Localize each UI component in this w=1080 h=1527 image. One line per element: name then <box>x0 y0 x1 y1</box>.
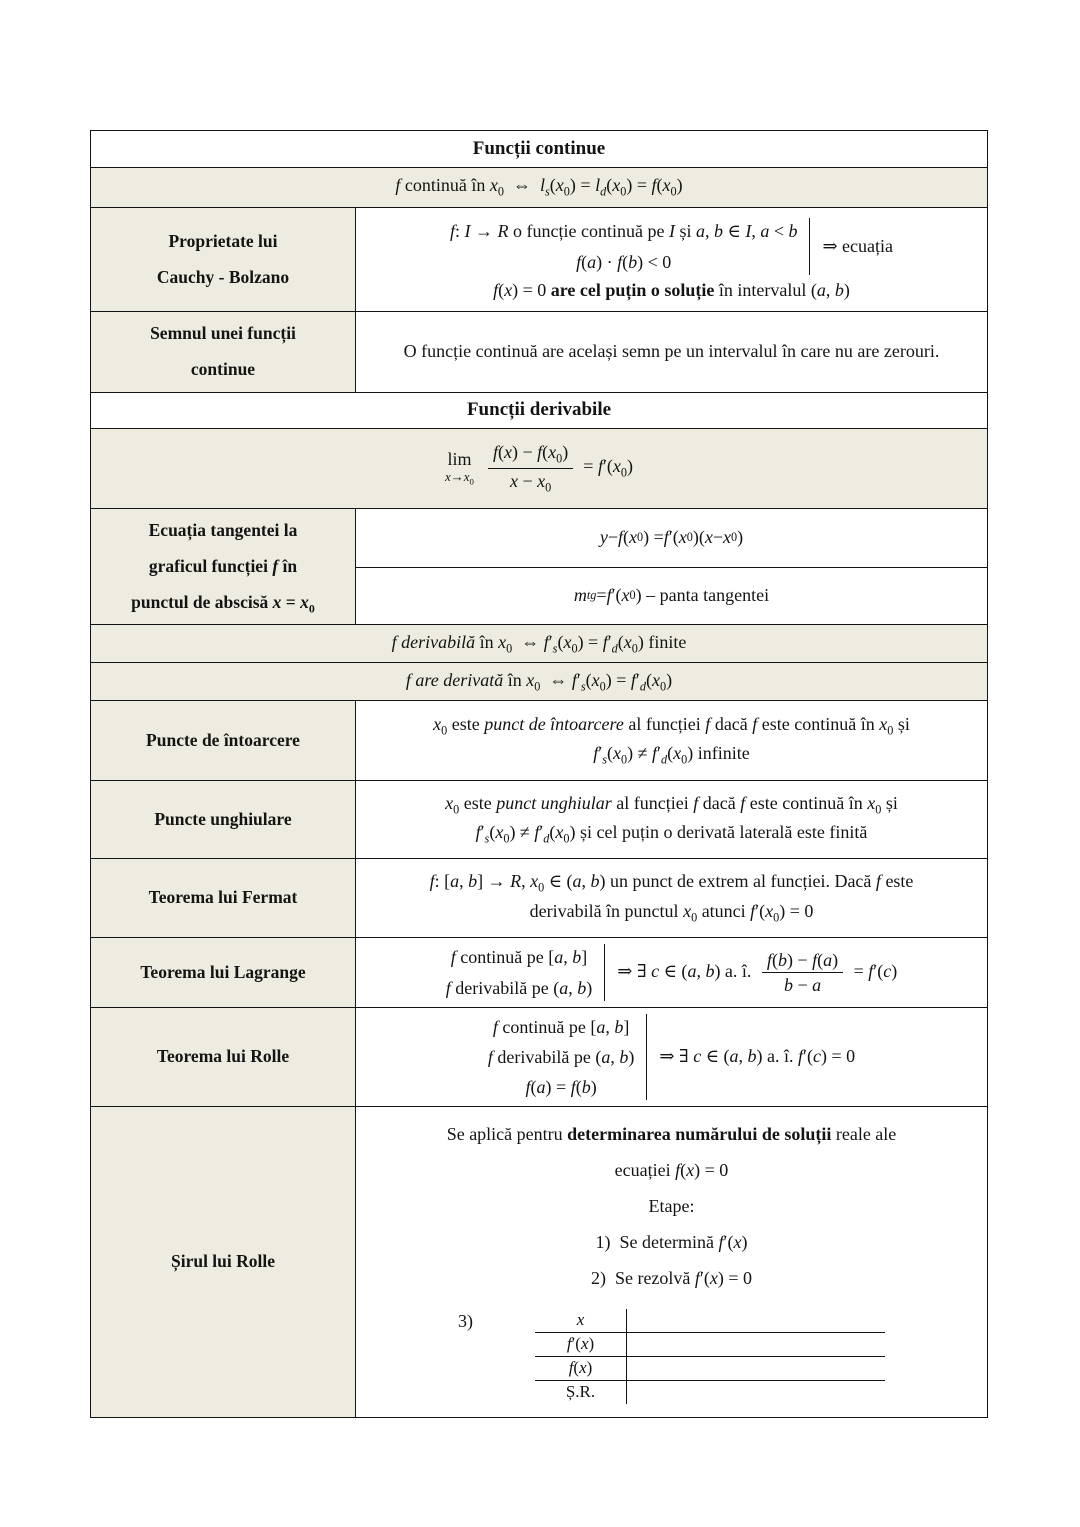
section-title-continue: Funcții continue <box>472 138 606 159</box>
sirul-label-cell <box>91 1107 356 1417</box>
row-puncte-unghiulare <box>91 781 987 859</box>
unghiulare-line1: $x_0$ este punct unghiular al funcției f dacă f este continuă în $x_0$ și <box>445 792 898 817</box>
fermat-line1: f: [a, b] → R, $x_0$ ∈ (a, b) un punct de extrem al funcției. Dacă f este <box>429 871 914 895</box>
fermat-content-cell <box>356 859 987 937</box>
table-row <box>535 1357 885 1381</box>
intoarcere-line1: $x_0$ este punct de întoarcere al funcției f dacă f este continuă în $x_0$ și <box>433 713 910 738</box>
cauchy-label-cell <box>91 208 356 311</box>
table-row-label-x: x <box>535 1309 627 1332</box>
fermat-line2: derivabilă în punctul $x_0$ atunci $f'(x_0) = 0$ <box>529 900 814 925</box>
table-empty-cell <box>627 1309 885 1332</box>
formula-table <box>90 130 988 1418</box>
row-semnul-functiei <box>91 312 987 393</box>
rolle-conclusion: ⇒ ∃ c ∈ (a, b) a. î. f′(c) = 0 <box>659 1046 856 1067</box>
rolle-label: Teorema lui Rolle <box>156 1045 290 1066</box>
cauchy-hypothesis-1: f: I → R o funcție continuă pe I și a, b ∈ I, a < b <box>449 221 798 242</box>
lagrange-label-cell <box>91 938 356 1006</box>
row-teorema-fermat <box>91 859 987 938</box>
lagrange-statement <box>446 944 897 1000</box>
lagrange-hypothesis-2: f derivabilă pe (a, b) <box>445 977 593 998</box>
semn-label-cell <box>91 312 356 392</box>
lagrange-hypothesis-1: f continuă pe [a, b] <box>450 947 588 968</box>
section-header-functii-derivabile <box>91 393 987 429</box>
table-row-label-f: f(x) <box>535 1357 627 1380</box>
tangent-label-line1: Ecuația tangentei la <box>148 519 298 540</box>
row-teorema-rolle <box>91 1008 987 1107</box>
row-cauchy-bolzano <box>91 208 987 312</box>
sirul-step3-number: 3) <box>458 1310 473 1331</box>
sirul-content-cell <box>356 1107 987 1417</box>
row-puncte-intoarcere <box>91 701 987 781</box>
lagrange-content-cell <box>356 938 987 1006</box>
lagrange-label: Teorema lui Lagrange <box>140 961 306 982</box>
fermat-label: Teorema lui Fermat <box>148 887 298 908</box>
table-row <box>535 1309 885 1333</box>
lagrange-hypothesis-stack <box>446 944 605 1000</box>
tangent-content-cell <box>356 509 987 625</box>
table-empty-cell <box>627 1357 885 1380</box>
rolle-statement <box>488 1014 855 1100</box>
intoarcere-content-cell <box>356 701 987 780</box>
cauchy-content-cell <box>356 208 987 311</box>
cauchy-implication: ⇒ ecuația <box>822 236 894 256</box>
table-empty-cell <box>627 1333 885 1356</box>
row-teorema-lagrange <box>91 938 987 1007</box>
derivable-formula: f derivabilă în $x_0$ ⇔ $f'_s(x_0) = f'_d(x_0)$ finite <box>391 631 687 656</box>
sirul-line1: Se aplică pentru determinarea numărului de soluții reale ale <box>446 1123 897 1144</box>
has-derivative-formula: f are derivată în $x_0$ ⇔ $f'_s(x_0) = f'_d(x_0)$ <box>405 669 673 694</box>
semn-label-line1: Semnul unei funcții <box>150 323 296 343</box>
unghiulare-label-cell <box>91 781 356 858</box>
rolle-hypothesis-3: f(a) = f(b) <box>525 1076 597 1097</box>
cauchy-hypothesis-stack <box>450 218 810 274</box>
sirul-step2: 2) Se rezolvă f′(x) = 0 <box>590 1267 753 1288</box>
tangent-equation-formula: y − f ( x 0 ) = f ′( x 0 )( x − x 0 ) <box>599 527 744 548</box>
table-row-label-fprime: f′(x) <box>535 1333 627 1356</box>
sirul-line2: ecuației f(x) = 0 <box>614 1159 729 1180</box>
row-continuity-definition <box>91 168 987 208</box>
rolle-sequence-table <box>535 1309 885 1404</box>
rolle-hypothesis-stack <box>488 1014 647 1100</box>
continuity-formula: f continuă în $x_0$ ⇔ $l_s(x_0) = l_d(x_0) = f(x_0)$ <box>395 175 683 199</box>
cauchy-conclusion: f(x) = 0 are cel puțin o soluție în intervalul (a, b) <box>493 279 850 300</box>
intoarcere-label: Puncte de întoarcere <box>146 729 300 750</box>
derivative-limit-formula: lim $x\to x_0$ $\frac{f(x) - f(x_0)}{x - x_0}$ = $f'(x_0)$ <box>444 441 634 495</box>
intoarcere-label-cell <box>91 701 356 780</box>
sirul-etape: Etape: <box>648 1195 695 1216</box>
row-sirul-rolle <box>91 1107 987 1417</box>
semn-content-cell <box>356 312 987 392</box>
table-row <box>535 1381 885 1404</box>
semn-text: O funcție continuă are același semn pe un intervalul în care nu are zerouri. <box>403 340 940 361</box>
cauchy-hypotheses <box>450 218 893 274</box>
cauchy-hypothesis-2: f(a) · f(b) < 0 <box>576 251 672 272</box>
semn-label-line2: continue <box>190 358 256 379</box>
tangent-label-cell <box>91 509 356 625</box>
table-row <box>535 1333 885 1357</box>
unghiulare-line2: $f'_s(x_0) \ne f'_d(x_0)$ și cel puțin o derivată laterală este finită <box>475 822 868 846</box>
tangent-slope-formula: m tg = f ′( x 0 ) – panta tangentei <box>356 567 987 625</box>
sirul-step1: 1) Se determină f′(x) <box>595 1231 748 1252</box>
sirul-step3-block <box>458 1309 885 1404</box>
rolle-content-cell <box>356 1008 987 1106</box>
rolle-hypothesis-2: f derivabilă pe (a, b) <box>487 1046 635 1067</box>
lagrange-conclusion: ⇒ ∃ c ∈ (a, b) a. î. $\frac{f(b) - f(a)}{b - a}$ = f′(c) <box>617 949 898 995</box>
row-has-derivative-definition <box>91 663 987 701</box>
section-title-derivabile: Funcții derivabile <box>466 399 612 421</box>
cauchy-label-line2: Cauchy - Bolzano <box>156 266 290 287</box>
fermat-label-cell <box>91 859 356 937</box>
unghiulare-content-cell <box>356 781 987 858</box>
rolle-label-cell <box>91 1008 356 1106</box>
tangent-label-line2: graficul funcției f în <box>148 555 298 576</box>
row-tangent-equation <box>91 509 987 626</box>
table-row-label-sr: Ș.R. <box>535 1381 627 1404</box>
row-derivable-definition <box>91 625 987 663</box>
section-header-functii-continue <box>91 131 987 168</box>
unghiulare-label: Puncte unghiulare <box>154 808 292 829</box>
intoarcere-line2: $f'_s(x_0) \ne f'_d(x_0)$ infinite <box>593 743 750 767</box>
table-empty-cell <box>627 1381 885 1404</box>
rolle-hypothesis-1: f continuă pe [a, b] <box>492 1016 630 1037</box>
row-derivative-limit <box>91 429 987 509</box>
cauchy-label-line1: Proprietate lui <box>168 230 278 251</box>
sirul-label: Șirul lui Rolle <box>170 1250 276 1271</box>
tangent-label-line3: punctul de abscisă $x = x_0$ <box>131 591 315 615</box>
